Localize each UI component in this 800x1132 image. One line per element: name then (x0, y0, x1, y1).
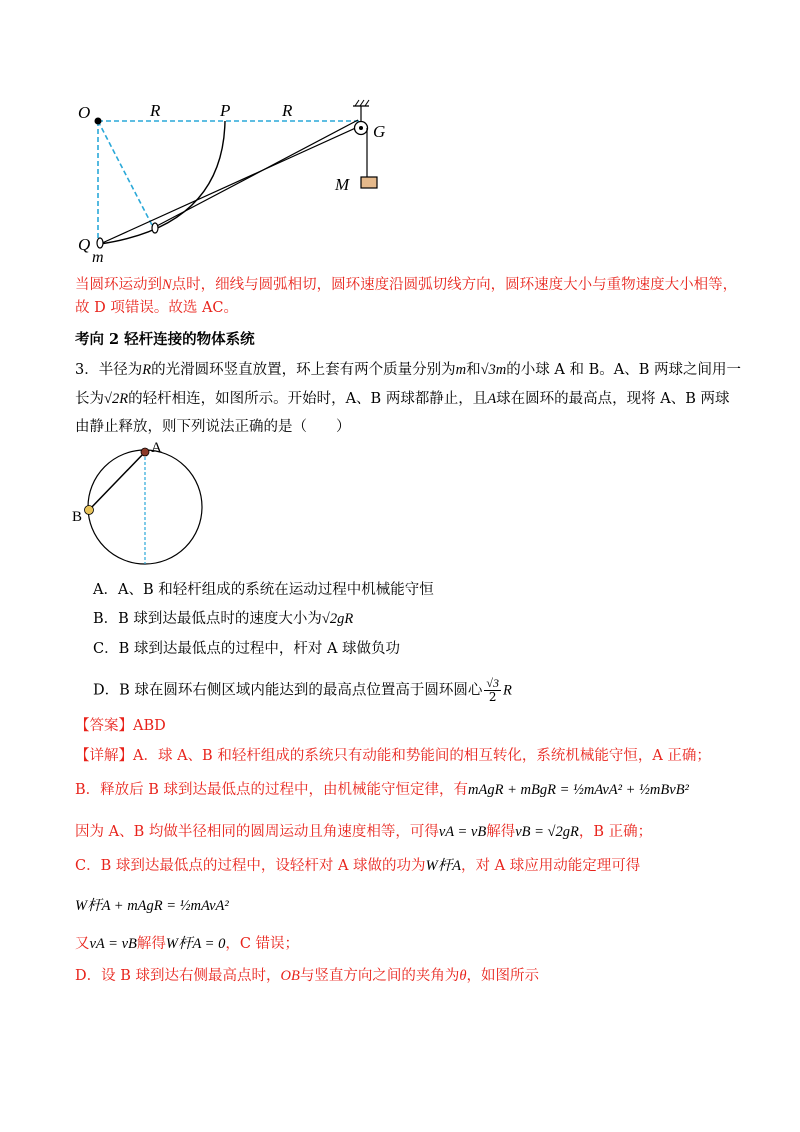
string-segment-lower (100, 126, 360, 244)
detail-line-c2: W杆A + mAgR = ½mAvA² (75, 898, 229, 914)
point-o (95, 118, 102, 125)
ring-q (97, 238, 103, 248)
detail-line-c: C．B 球到达最低点的过程中，设轻杆对 A 球做的功为W杆A，对 A 球应用动能定理可得 (75, 858, 641, 874)
question-line-2: 长为√2R的轻杆相连，如图所示。开始时，A、B 两球都静止，且A球在圆环的最高点，现将 A、B 两球 (75, 391, 730, 407)
ring-rod-figure (70, 440, 220, 570)
ball-a (141, 448, 149, 456)
explain-line-1: 当圆环运动到N点时，细线与圆弧相切，圆环速度沿圆弧切线方向，圆环速度大小与重物速度大小相等， (75, 277, 738, 293)
label-q: Q (78, 235, 91, 254)
section-heading: 考向 2 轻杆连接的物体系统 (75, 331, 255, 348)
label-a: A (151, 440, 162, 456)
label-m-weight: M (335, 175, 350, 194)
option-b: B．B 球到达最低点时的速度大小为√2gR (93, 611, 354, 627)
detail-line-b: B．释放后 B 球到达最低点的过程中，由机械能守恒定律，有mAgR + mBgR = ½mAvA² + ½mBvB² (75, 782, 689, 798)
explain-line-2: 故 D 项错误。故选 AC。 (75, 300, 239, 316)
label-m-ring: m (92, 249, 104, 266)
option-d: D．B 球在圆环右侧区域内能达到的最高点位置高于圆环圆心 $\frac{√3}{2}$ R (93, 676, 512, 704)
light-rod (89, 452, 145, 510)
label-b: B (72, 509, 83, 525)
detail-line-d: D．设 B 球到达右侧最高点时，OB与竖直方向之间的夹角为θ，如图所示 (75, 968, 539, 984)
label-r-right: R (282, 101, 293, 120)
radius-dashed-line (98, 121, 153, 227)
string-segment-upper (153, 120, 358, 228)
option-a: A．A、B 和轻杆组成的系统在运动过程中机械能守恒 (93, 582, 434, 598)
option-c: C．B 球到达最低点的过程中，杆对 A 球做负功 (93, 641, 401, 657)
circular-arc (100, 121, 225, 244)
pulley-arc-figure (70, 96, 400, 266)
label-o: O (78, 103, 91, 122)
label-p: P (220, 101, 231, 120)
question-line-3: 由静止释放，则下列说法正确的是（ ） (75, 419, 351, 435)
weight-block (361, 177, 377, 188)
label-r-left: R (150, 101, 161, 120)
label-g: G (373, 122, 386, 141)
ball-b (85, 506, 94, 515)
detail-line-b2: 因为 A、B 均做半径相同的圆周运动且角速度相等，可得vA = vB解得vB = √2gR，B 正确； (75, 824, 653, 840)
detail-line-c3: 又vA = vB解得W杆A = 0，C 错误； (75, 936, 300, 952)
answer-line: 【答案】ABD (75, 718, 166, 734)
question-line-1: 3．半径为R的光滑圆环竖直放置，环上套有两个质量分别为m和√3m的小球 A 和 B。A、B 两球之间用一 (75, 362, 741, 378)
detail-line-a: 【详解】A．球 A、B 和轻杆组成的系统只有动能和势能间的相互转化，系统机械能守恒，A 正确； (75, 748, 711, 764)
ring-n (152, 223, 158, 233)
